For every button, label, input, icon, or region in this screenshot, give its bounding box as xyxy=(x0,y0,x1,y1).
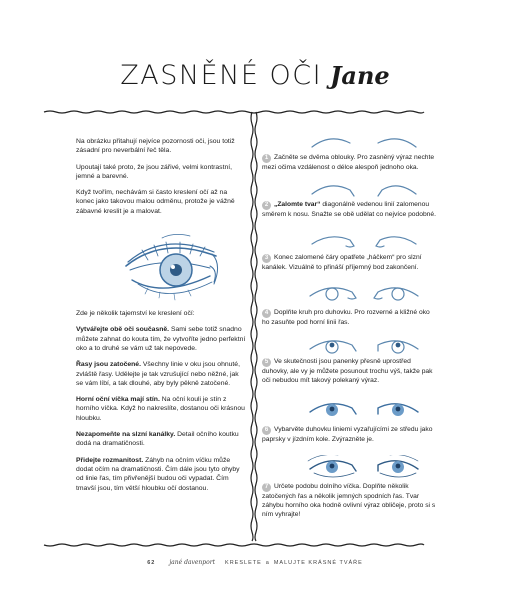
step-text: Konec zalomené čáry opatřete „háčkem“ pro slzní kanálek. Vizuálně to přináší příjemný bod zakončení. xyxy=(262,254,422,271)
step-2-drawing xyxy=(300,176,430,202)
step-number-badge: 3 xyxy=(262,254,271,263)
tip-text: Na oční kouli je stín z horního víčka. Když ho nakreslíte, dostanou oči krásnou hloubku. xyxy=(76,396,245,422)
step-4-drawing xyxy=(300,280,430,306)
step-4 xyxy=(262,308,438,327)
tip-heading: Řasy jsou zatočené. xyxy=(76,361,141,369)
step-5-drawing xyxy=(300,333,430,359)
step-1 xyxy=(262,153,438,172)
intro-paragraph: Když tvořím, nechávám si často kreslení očí až na konec jako takovou malou odměnu, protože je vážně zábavné kreslit je a malovat. xyxy=(76,189,235,215)
eye-illustration xyxy=(118,226,226,308)
step-7-drawing xyxy=(300,455,430,481)
tip-heading: Přidejte rozmanitost. xyxy=(76,456,144,464)
tip-paragraph xyxy=(76,430,246,449)
tip-text: Detail očního koutku dodá na dramatičnosti. xyxy=(76,431,239,448)
tip-heading: Vytvářejte obě oči současně. xyxy=(76,326,170,334)
tip-heading: Horní oční víčka mají stín. xyxy=(76,396,160,404)
book-title-left: KRESLETE xyxy=(225,560,262,566)
left-column xyxy=(76,137,246,500)
step-3 xyxy=(262,253,438,272)
author-signature: jané davenport xyxy=(169,559,216,566)
step-number-badge: 7 xyxy=(262,483,271,492)
tip-paragraph xyxy=(76,360,246,388)
step-6 xyxy=(262,425,438,444)
step-number-badge: 1 xyxy=(262,154,271,163)
tip-paragraph xyxy=(76,325,246,353)
step-3-drawing xyxy=(300,228,430,254)
tip-text: Sami sebe totiž snadno můžete zahnat do kouta tím, že vytvoříte jedno perfektní oko a to druhé se vám už tak nepovede. xyxy=(76,326,246,352)
step-text: Začněte se dvěma oblouky. Pro zasněný výraz nechte mezi očima vzdálenost o délce alespoň jednoho oka. xyxy=(262,154,435,171)
book-title-separator: a xyxy=(265,560,270,566)
step-text: Doplňte kruh pro duhovku. Pro rozverné a kližné oko ho zasuňte pod horní linii řas. xyxy=(262,309,430,326)
step-5 xyxy=(262,357,438,385)
tip-text: Záhyb na očním víčku může dodat očím na dramatičnosti. Čím dále jsou tyto ohyby od linie řas, tím přivřenější budou oči vypadat. Čím tmavší jsou, tím větší hloubku očí dostanou. xyxy=(76,456,240,492)
title-script: Jane xyxy=(330,61,390,90)
step-7 xyxy=(262,482,438,520)
step-text: diagonálně vedenou linií zalomenou směrem k nosu. Snažte se obě udělat co nejvíce podobné. xyxy=(262,201,436,218)
step-text: Určete podobu dolního víčka. Doplňte několik zatočených řas a několik jemných spodních řas. Tvar záhybu horního oka hodně ovlivní výraz obličeje, proto si s ním vyhrajte! xyxy=(262,483,436,519)
step-number-badge: 4 xyxy=(262,309,271,318)
step-text: Ve skutečnosti jsou panenky přesně uprostřed duhovky, ale vy je můžete posunout trochu výš, takže pak oči nebudou mít takový polekaný výraz. xyxy=(262,358,433,385)
tip-heading: Nezapomeňte na slzní kanálky. xyxy=(76,431,176,439)
step-number-badge: 6 xyxy=(262,426,271,435)
title-main: ZASNĚNÉ OČI xyxy=(120,60,323,91)
intro-paragraph: Na obrázku přitahují nejvíce pozornosti oči, jsou totiž zásadní pro neverbální řeč těla. xyxy=(76,138,235,155)
tip-text: Všechny linie v oku jsou ohnuté, zvláště řasy. Udělejte je tak vzrušující nebo něžné, jak se vám líbí, a tak dlouhé, aby byly pěkně zatočené. xyxy=(76,361,240,387)
page-title xyxy=(0,60,510,91)
page-footer xyxy=(0,559,510,566)
tip-paragraph xyxy=(76,456,246,493)
tip-paragraph xyxy=(76,395,246,423)
step-number-badge: 5 xyxy=(262,358,271,367)
step-heading: „Zalomte tvar“ xyxy=(274,201,321,208)
step-2 xyxy=(262,200,438,219)
step-6-drawing xyxy=(300,396,430,422)
intro-paragraph: Upoutají také proto, že jsou zářivé, velmi kontrastní, jemné a barevné. xyxy=(76,163,233,180)
step-1-drawing xyxy=(300,129,430,155)
step-text: Vybarvěte duhovku liniemi vyzařujícími ze středu jako paprsky v jízdním kole. Zvýrazněte je. xyxy=(262,426,433,443)
step-number-badge: 2 xyxy=(262,201,271,210)
book-title-right: MALUJTE KRÁSNÉ TVÁŘE xyxy=(273,560,363,566)
secrets-intro: Zde je několik tajemství ke kreslení očí: xyxy=(76,310,195,318)
page-number: 62 xyxy=(147,560,156,566)
